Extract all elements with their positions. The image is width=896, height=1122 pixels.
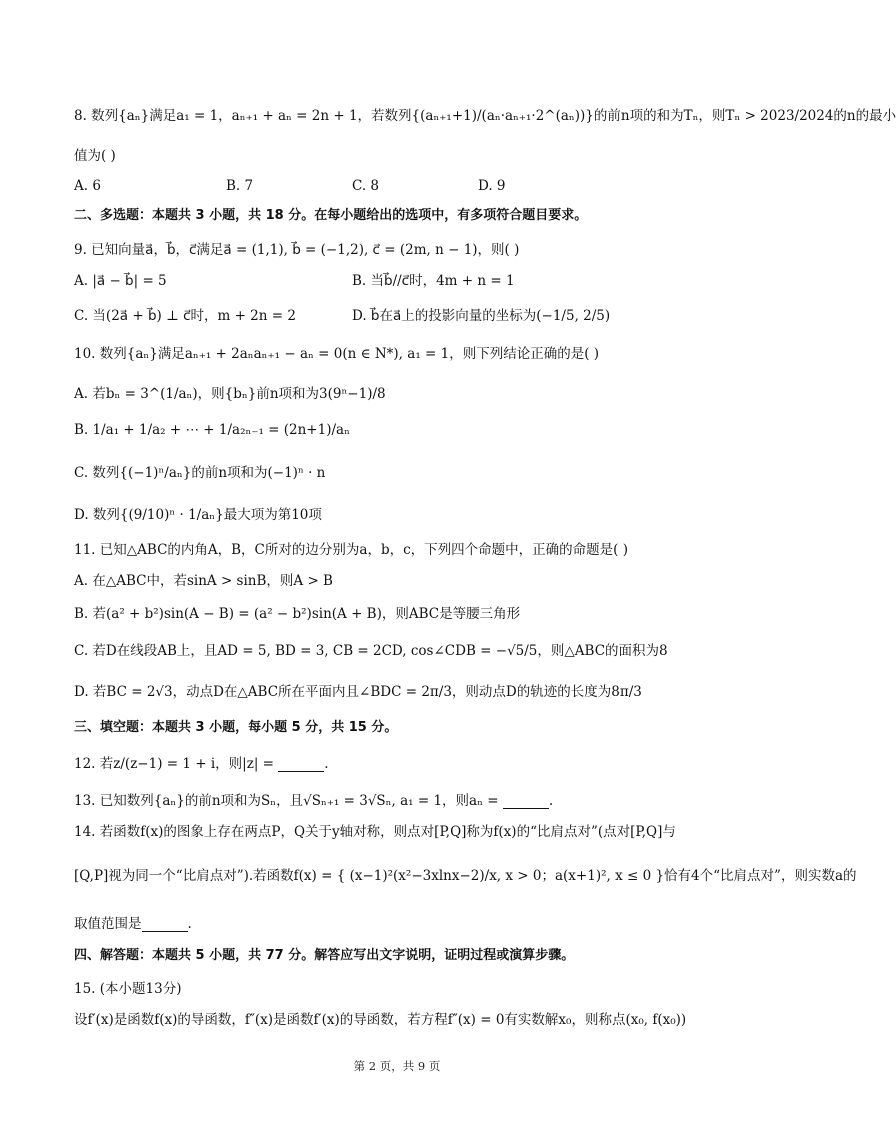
q9-option-d: D. b⃗在a⃗上的投影向量的坐标为(−1/5, 2/5) [352,308,611,324]
q10-option-d: D. 数列{(9/10)ⁿ · 1/aₙ}最大项为第10项 [74,507,322,523]
q12 [74,754,754,774]
page-footer: 第 2 页，共 9 页 [353,1059,441,1073]
q14-end: . [187,916,192,932]
q8-stem-line1: 8. 数列{aₙ}满足a₁ = 1，aₙ₊₁ + aₙ = 2n + 1，若数列{(aₙ₊₁+1)/(aₙ·aₙ₊₁·2^(aₙ))}的前n项的和为Tₙ，则Tₙ > 2023/2024的n的最小 [74,108,896,124]
q12-end: . [324,756,329,772]
q15-line1: 设f′(x)是函数f(x)的导函数，f″(x)是函数f′(x)的导函数，若方程f″(x) = 0有实数解x₀，则称点(x₀, f(x₀)) [74,1012,687,1028]
q11-option-c: C. 若D在线段AB上，且AD = 5, BD = 3, CB = 2CD, cos∠CDB = −√5/5，则△ABC的面积为8 [74,643,668,659]
q9-option-b: B. 当b⃗//c⃗时，4m + n = 1 [352,273,515,289]
q10-stem: 10. 数列{aₙ}满足aₙ₊₁ + 2aₙaₙ₊₁ − aₙ = 0(n ∈ N*), a₁ = 1，则下列结论正确的是( ) [74,346,600,362]
q9-stem: 9. 已知向量a⃗，b⃗，c⃗满足a⃗ = (1,1), b⃗ = (−1,2), c⃗ = (2m, n − 1)，则( ) [74,242,520,258]
q10-option-a: A. 若bₙ = 3^(1/aₙ)，则{bₙ}前n项和为3(9ⁿ−1)/8 [74,386,386,402]
section-heading-solutions: 四、解答题：本题共 5 小题，共 77 分。解答应写出文字说明，证明过程或演算步骤。 [74,948,575,963]
q14-line2: [Q,P]视为同一个“比肩点对”).若函数f(x) = { (x−1)²(x²−3xlnx−2)/x, x > 0；a(x+1)², x ≤ 0 }恰有4个“比肩点对”，则实数a的 [74,868,857,884]
q8-option-b: B. 7 [226,178,254,194]
q9-option-c: C. 当(2a⃗ + b⃗) ⊥ c⃗时，m + 2n = 2 [74,308,296,324]
q14-line3 [74,914,754,934]
q12-stem: 12. 若z/(z−1) = 1 + i，则|z| = [74,756,279,772]
q14-stem-end: 取值范围是 [74,916,142,932]
q13-end: . [548,793,554,809]
q9-option-a: A. |a⃗ − b⃗| = 5 [74,273,167,289]
section-heading-multiple-choice: 二、多选题：本题共 3 小题，共 18 分。在每小题给出的选项中，有多项符合题目要求。 [74,208,588,223]
q8-stem-line2: 值为( ) [74,148,116,164]
q14-line1: 14. 若函数f(x)的图象上存在两点P，Q关于y轴对称，则点对[P,Q]称为f(x)的“比肩点对”(点对[P,Q]与 [74,824,676,840]
q8-option-d: D. 9 [478,178,506,194]
q12-answer-blank [278,757,324,772]
q14-answer-blank [142,917,188,932]
q15-title: 15. (本小题13分) [74,981,182,997]
q11-option-b: B. 若(a² + b²)sin(A − B) = (a² − b²)sin(A + B)，则ABC是等腰三角形 [74,606,521,622]
q13-stem: 13. 已知数列{aₙ}的前n项和为Sₙ，且√Sₙ₊₁ = 3√Sₙ, a₁ = 1，则aₙ = [74,793,503,809]
section-heading-fill-in: 三、填空题：本题共 3 小题，每小题 5 分，共 15 分。 [74,720,398,735]
q13-answer-blank [503,794,549,809]
q10-option-b: B. 1/a₁ + 1/a₂ + ⋯ + 1/a₂ₙ₋₁ = (2n+1)/aₙ [74,422,350,438]
q13 [74,791,754,811]
q8-option-c: C. 8 [352,178,380,194]
q11-option-d: D. 若BC = 2√3，动点D在△ABC所在平面内且∠BDC = 2π/3，则动点D的轨迹的长度为8π/3 [74,684,642,700]
q11-stem: 11. 已知△ABC的内角A，B，C所对的边分别为a，b，c，下列四个命题中，正确的命题是( ) [74,542,628,558]
q10-option-c: C. 数列{(−1)ⁿ/aₙ}的前n项和为(−1)ⁿ · n [74,465,326,481]
q8-option-a: A. 6 [74,178,101,194]
q11-option-a: A. 在△ABC中，若sinA > sinB，则A > B [74,573,333,589]
